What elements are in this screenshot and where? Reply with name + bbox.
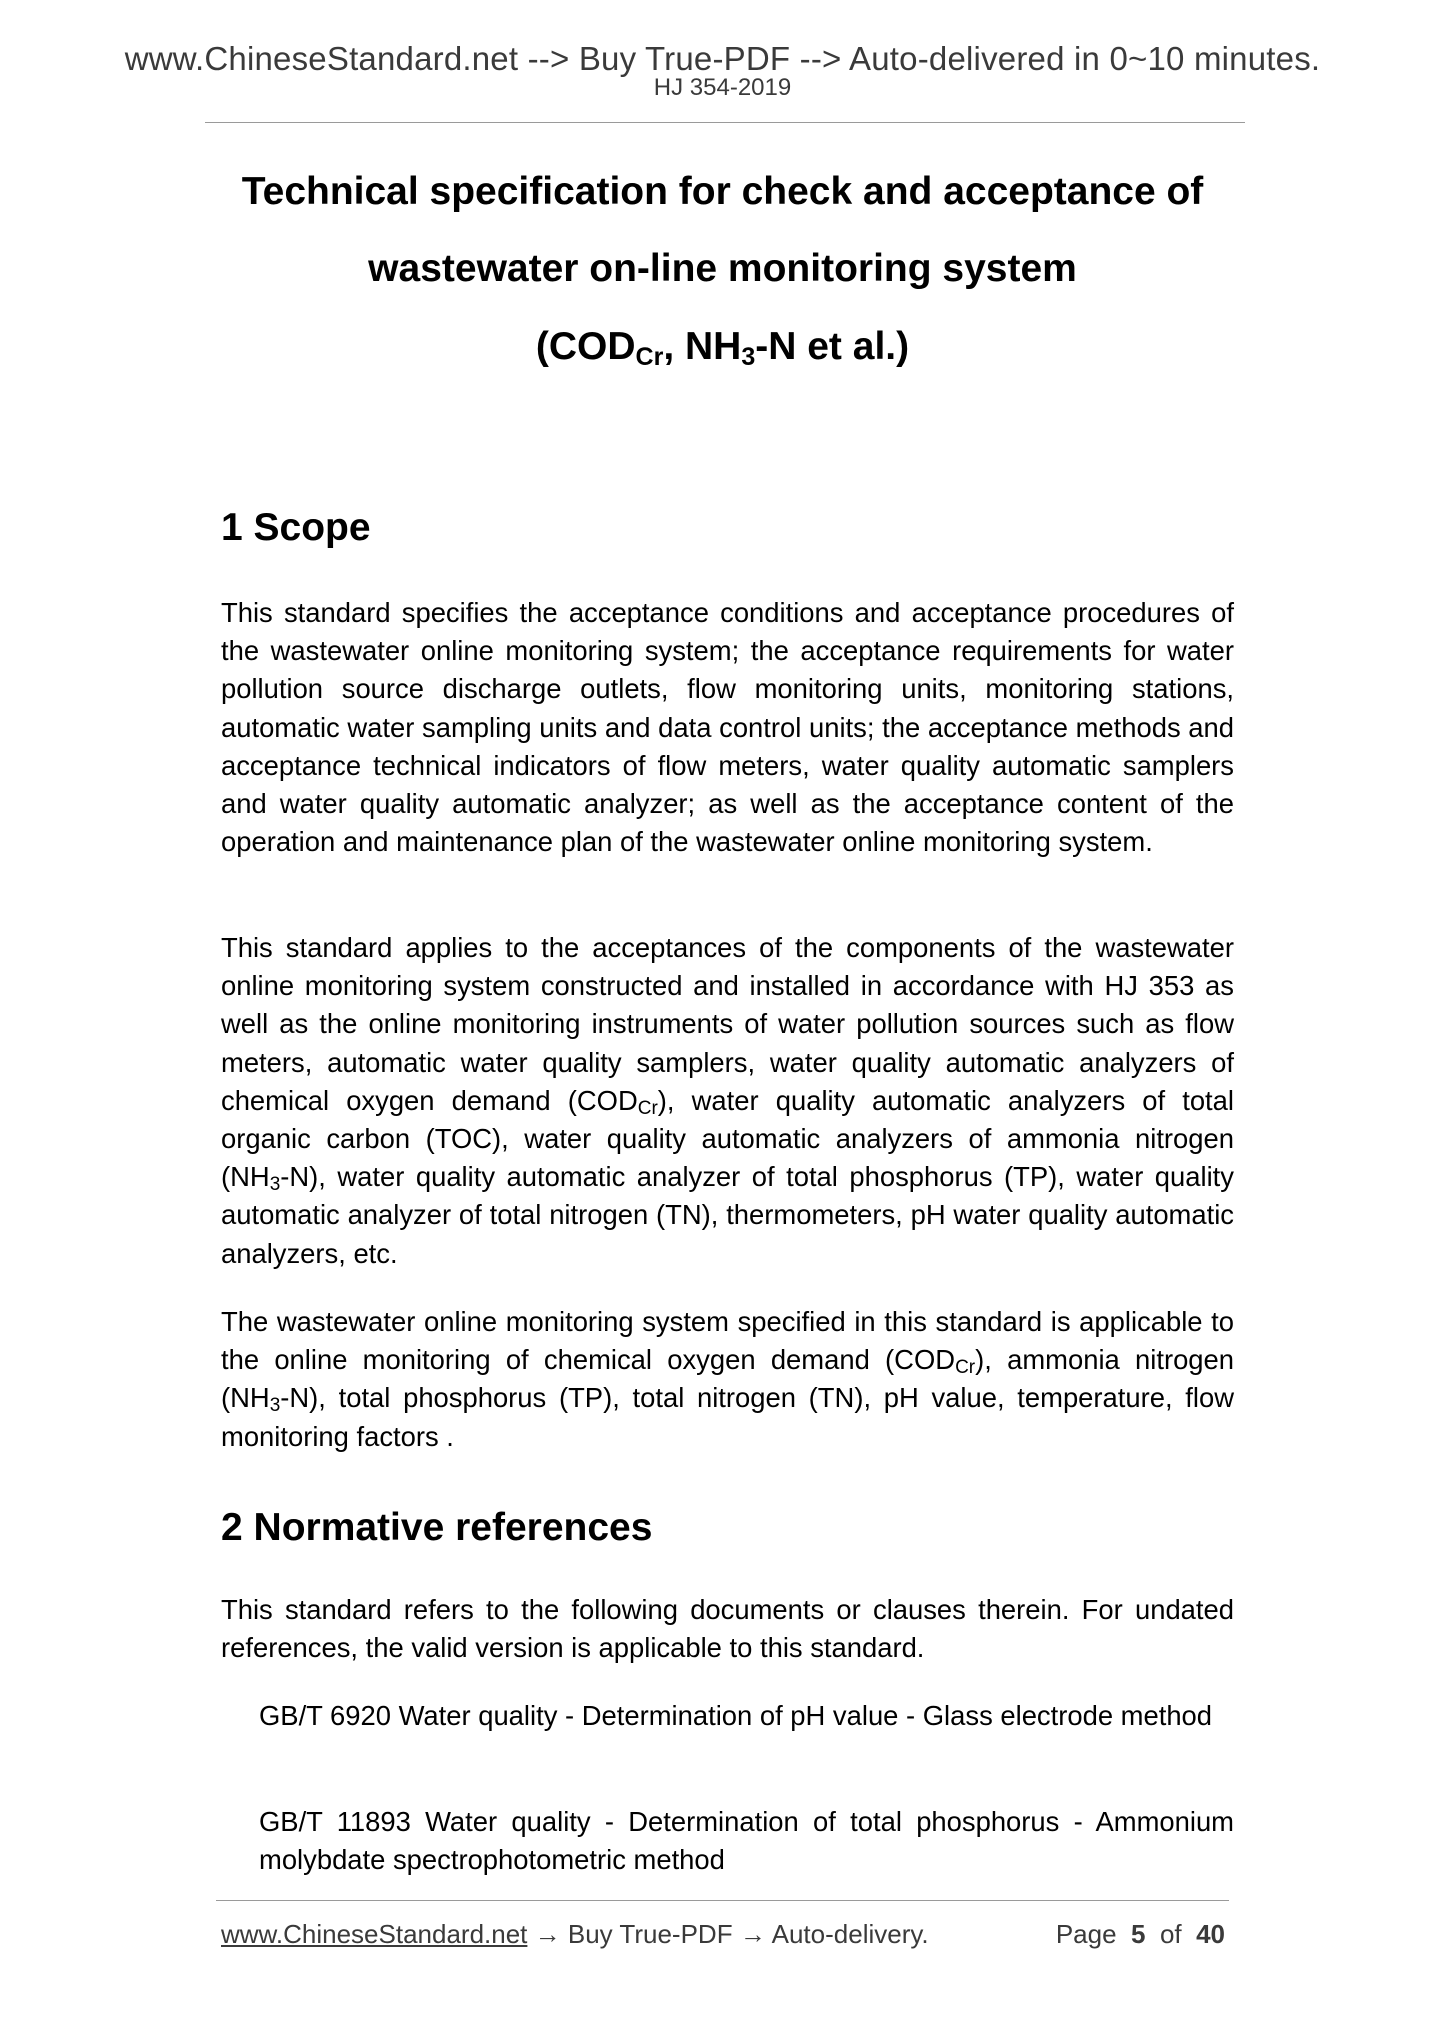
title-line-1: Technical specification for check and acceptance of (241, 170, 1204, 213)
title-subscript: 3 (741, 343, 756, 371)
paragraph-text: ), ammonia nitrogen (NH (221, 1344, 1234, 1414)
footer-website-link[interactable]: www.ChineseStandard.net (221, 1919, 528, 1949)
page-number: 5 (1131, 1919, 1146, 1949)
paragraph-text: ), water quality automatic analyzers of total organic carbon (TOC), water quality automatic analyzers of ammonia nitrogen (NH (221, 1084, 1234, 1193)
title-line-3 (180, 324, 1265, 370)
footer-buy-text: Buy True-PDF (567, 1919, 733, 1949)
subscript: 3 (269, 1174, 281, 1196)
subscript: 3 (269, 1395, 281, 1417)
page-indicator (1056, 1918, 1225, 1950)
reference-item: GB/T 6920 Water quality - Determination of pH value - Glass electrode method (259, 1700, 1213, 1731)
top-banner[interactable]: www.ChineseStandard.net --> Buy True-PDF --> Auto-delivered in 0~10 minutes. (124, 40, 1321, 77)
header-divider (205, 122, 1245, 123)
section-heading-normative-references: 2 Normative references (221, 1506, 653, 1549)
title-text: -N et al.) (755, 325, 910, 368)
page-total: 40 (1196, 1919, 1225, 1949)
scope-paragraph-2 (221, 929, 1234, 1273)
document-id: HJ 354-2019 (653, 74, 792, 101)
paragraph-text: -N), total phosphorus (TP), total nitrogen (TN), pH value, temperature, flow monitoring factors . (221, 1382, 1234, 1452)
footer-divider (216, 1900, 1229, 1901)
scope-paragraph-3 (221, 1303, 1234, 1456)
reference-item: GB/T 11893 Water quality - Determination of total phosphorus - Ammonium molybdate spectrophotometric method (259, 1806, 1234, 1876)
paragraph-text: The wastewater online monitoring system specified in this standard is applicable to the online monitoring of chemical oxygen demand (COD (221, 1306, 1234, 1376)
title-subscript: Cr (635, 343, 664, 371)
title-line-2: wastewater on-line monitoring system (368, 247, 1077, 290)
footer-delivery-text: Auto-delivery. (771, 1919, 929, 1949)
scope-paragraph-1: This standard specifies the acceptance conditions and acceptance procedures of the wastewater online monitoring system; the acceptance requirements for water pollution source discharge outlets, flow monitoring units, monitoring stations, automatic water sampling units and data control units; the acceptance methods and acceptance technical indicators of flow meters, water quality automatic samplers and water quality automatic analyzer; as well as the acceptance content of the operation and maintenance plan of the wastewater online monitoring system. (221, 597, 1234, 858)
subscript: Cr (637, 1097, 658, 1119)
subscript: Cr (955, 1357, 976, 1379)
paragraph-text: This standard applies to the acceptances of the components of the wastewater online monitoring system constructed and installed in accordance with HJ 353 as well as the online monitoring instruments of water pollution sources such as flow meters, automatic water quality samplers, water quality automatic analyzers of chemical oxygen demand (COD (221, 932, 1234, 1116)
footer-promo (221, 1918, 929, 1950)
page-label: Page (1055, 1919, 1117, 1949)
arrow-icon: → (739, 1919, 766, 1949)
section-heading-scope: 1 Scope (221, 506, 371, 549)
page-of-label: of (1159, 1919, 1182, 1949)
arrow-icon: → (534, 1919, 561, 1949)
title-text: (COD (535, 325, 636, 368)
paragraph-text: -N), water quality automatic analyzer of total phosphorus (TP), water quality automatic analyzer of total nitrogen (TN), thermometers, pH water quality automatic analyzers, etc. (221, 1161, 1234, 1269)
normative-paragraph-1: This standard refers to the following documents or clauses therein. For undated references, the valid version is applicable to this standard. (221, 1594, 1234, 1664)
title-text: , NH (663, 325, 742, 368)
